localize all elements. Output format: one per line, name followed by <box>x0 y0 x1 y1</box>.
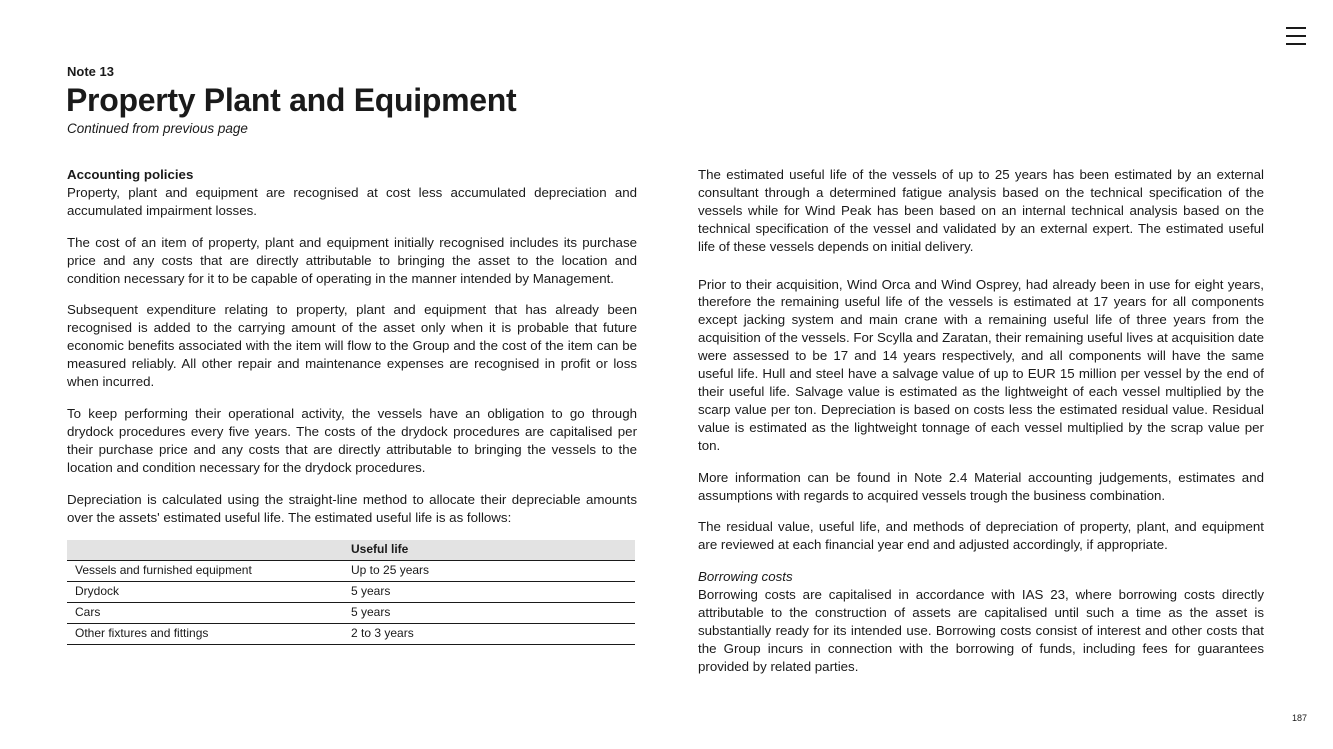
table-cell: Vessels and furnished equipment <box>67 561 343 582</box>
paragraph: The cost of an item of property, plant and equipment initially recognised includes its purchase price and any costs that are directly attributable to bringing the asset to the location and condition necessary for it to be capable of operating in the manner intended by Management. <box>67 234 637 286</box>
page-subtitle: Continued from previous page <box>67 121 248 136</box>
paragraph: More information can be found in Note 2.4 Material accounting judgements, estimates and assumptions with regards to acquired vessels trough the business combination. <box>698 469 1264 503</box>
page-number: 187 <box>1292 713 1308 723</box>
paragraph: The estimated useful life of the vessels of up to 25 years has been estimated by an external consultant through a determined fatigue analysis based on the technical specification of the vessels while for Wind Peak has been based on an internal technical analysis based on the technical specification of the vessel and validated by an external expert. The estimated useful life of these vessels depends on initial delivery. <box>698 167 1264 254</box>
paragraph: The residual value, useful life, and methods of depreciation of property, plant, and equipment are reviewed at each financial year end and adjusted accordingly, if appropriate. <box>698 519 1264 553</box>
table-cell: 5 years <box>343 582 635 603</box>
left-column <box>67 166 637 645</box>
table-cell: 5 years <box>343 603 635 624</box>
paragraph: Borrowing costs are capitalised in accordance with IAS 23, where borrowing costs directly attributable to the construction of assets are capitalised until such a time as the asset is substantially ready for its intended use. Borrowing costs consist of interest and other costs that the Group incurs in connection with the borrowing of funds, including fees for guarantees provided by related parties. <box>698 587 1264 674</box>
page-title: Property Plant and Equipment <box>66 82 517 118</box>
table-row <box>67 561 635 582</box>
right-column <box>698 166 1264 690</box>
accounting-policies-heading: Accounting policies <box>67 167 194 182</box>
table-row <box>67 582 635 603</box>
useful-life-table <box>67 540 635 645</box>
paragraph: To keep performing their operational activity, the vessels have an obligation to go through drydock procedures every five years. The costs of the drydock procedures are capitalised per their purchase price and any costs that are directly attributable to bringing the vessels to the location and condition necessary for the drydock procedures. <box>67 405 637 475</box>
hamburger-menu-icon[interactable] <box>1286 27 1306 45</box>
paragraph: Prior to their acquisition, Wind Orca and Wind Osprey, had already been in use for eight years, therefore the remaining useful life of the vessels is estimated at 17 years for all components except jacking system and main crane with a remaining useful life of three years from the acquisition of the vessels. For Scylla and Zaratan, their remaining useful lives at acquisition date were assessed to be 17 and 14 years respectively, and all components will have the same useful life. Hull and steel have a salvage value of up to EUR 15 million per vessel by the end of their useful life. Salvage value is estimated as the lightweight of each vessel multiplied by the scarp value per ton. Depreciation is based on costs less the estimated residual value. Residual value is estimated as the lightweight tonnage of each vessel multiplied by the scrap value per ton. <box>698 276 1264 453</box>
paragraph: Depreciation is calculated using the straight-line method to allocate their depreciable amounts over the assets' estimated useful life. The estimated useful life is as follows: <box>67 491 637 525</box>
table-cell: 2 to 3 years <box>343 624 635 645</box>
table-header-row <box>67 540 635 561</box>
table-header-cell <box>67 540 343 561</box>
note-label: Note 13 <box>67 64 114 79</box>
borrowing-costs-heading: Borrowing costs <box>698 569 793 585</box>
table-cell: Up to 25 years <box>343 561 635 582</box>
table-cell: Other fixtures and fittings <box>67 624 343 645</box>
table-cell: Drydock <box>67 582 343 603</box>
paragraph: Subsequent expenditure relating to property, plant and equipment that has already been recognised is added to the carrying amount of the asset only when it is probable that future economic benefits associated with the item will flow to the Group and the cost of the item can be measured reliably. All other repair and maintenance expenses are recognised in profit or loss when incurred. <box>67 302 637 390</box>
table-cell: Cars <box>67 603 343 624</box>
table-header-cell: Useful life <box>343 540 635 561</box>
table-row <box>67 603 635 624</box>
table-row <box>67 624 635 645</box>
paragraph: Property, plant and equipment are recognised at cost less accumulated depreciation and accumulated impairment losses. <box>67 184 637 218</box>
